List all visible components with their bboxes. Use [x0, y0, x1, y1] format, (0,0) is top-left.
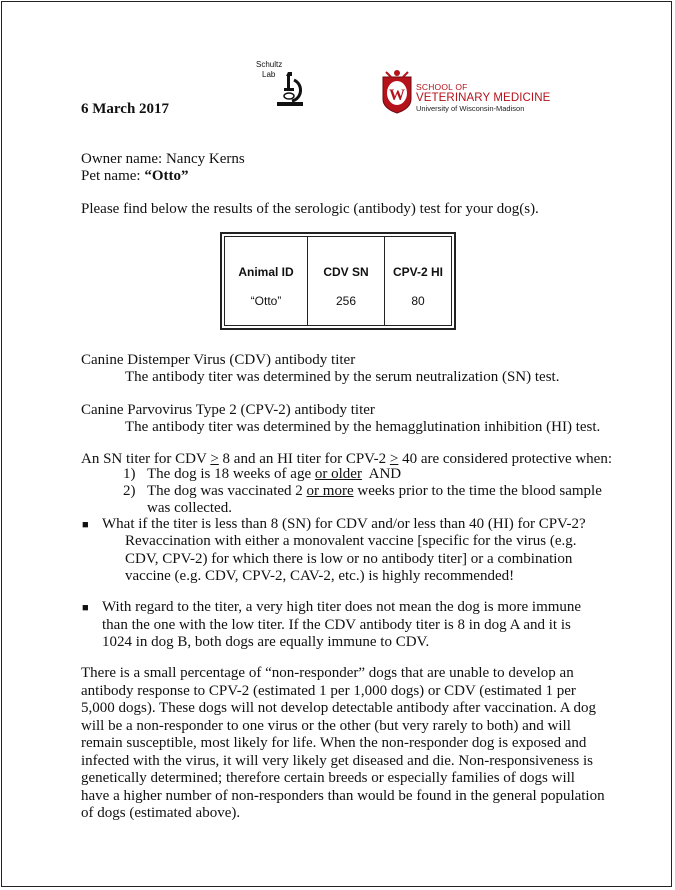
bullet-icon: ■ [82, 602, 89, 614]
lab-logo-line2: Lab [262, 70, 276, 79]
condition-2-underlined: or more [306, 483, 354, 499]
table-column [384, 237, 451, 325]
cdv-section-title: Canine Distemper Virus (CDV) antibody titer [81, 352, 356, 368]
table-cell-animal-id: “Otto” [250, 294, 282, 308]
protective-text-3: 40 are considered protective when: [398, 451, 613, 467]
condition-1-and: AND [361, 466, 402, 482]
bullet-2-text: With regard to the titer, a very high titer does not mean the dog is more immune than the one with the low titer. If the CDV antibody titer is 8 in dog A and it is 1024 in dog B, both dogs are equally immune to CDV. [102, 599, 582, 650]
table-header-animal-id: Animal ID [238, 265, 294, 279]
condition-2-text: The dog was vaccinated 2 [147, 483, 307, 499]
intro-text: Please find below the results of the serologic (antibody) test for your dog(s). [81, 201, 539, 217]
condition-2-text-end: weeks prior to the time the blood sample [353, 483, 602, 499]
results-table [220, 232, 456, 330]
uw-crest-icon [381, 69, 413, 114]
condition-1 [147, 466, 401, 484]
pet-name-label: Pet name: [81, 168, 145, 184]
protective-text-1: An SN titer for CDV [81, 451, 211, 467]
schultz-lab-logo [254, 60, 306, 108]
bullet-1-answer: Revaccination with either a monovalent vaccine [specific for the virus (e.g. CDV, CPV-2) for which there is low or no antibody titer] or a combination vaccine (e.g. CDV, CPV-2, CAV-2, etc.) is highly recommended! [125, 533, 577, 584]
table-cell-cdv-sn: 256 [335, 294, 357, 308]
condition-1-underlined: or older [314, 466, 362, 482]
school-line2: VETERINARY MEDICINE [416, 92, 551, 104]
condition-2-number: 2) [123, 483, 136, 499]
cpv-section-text: The antibody titer was determined by the hemagglutination inhibition (HI) test. [125, 419, 601, 435]
table-cell-cpv2-hi: 80 [411, 294, 425, 308]
condition-2 [147, 483, 607, 501]
table-header-cpv2-hi: CPV-2 HI [392, 265, 443, 279]
table-header-cdv-sn: CDV SN [323, 265, 369, 279]
cpv-section-title: Canine Parvovirus Type 2 (CPV-2) antibody titer [81, 402, 375, 418]
protective-text-2: 8 and an HI titer for CPV-2 [218, 451, 390, 467]
non-responder-paragraph: There is a small percentage of “non-responder” dogs that are unable to develop an antibody response to CPV-2 (estimated 1 per 1,000 dogs) or CDV (estimated 1 per 5,000 dogs). These dogs will not develop detectable antibody after vaccination. A dog will be a non-responder to one virus or the other (but very rarely to both) and will remain susceptible, most likely for life. When the non-responder dog is exposed and infected with the virus, it will very likely get diseased and die. Non-responsiveness is genetically determined; therefore certain breeds or especially families of dogs will have a higher number of non-responders than would be found in the general population of dogs (estimated above). [81, 665, 605, 821]
owner-name: Owner name: Nancy Kerns [81, 151, 245, 167]
condition-2-continued: was collected. [147, 500, 232, 516]
protective-ge-2: > [389, 451, 399, 467]
condition-1-text: The dog is 18 weeks of age [147, 466, 315, 482]
microscope-icon [274, 70, 304, 108]
table-column [307, 237, 384, 325]
bullet-icon: ■ [82, 519, 89, 531]
table-column [225, 237, 307, 325]
pet-name-line [81, 168, 189, 186]
pet-name-value: “Otto” [144, 168, 189, 184]
protective-ge-1: > [210, 451, 219, 467]
cdv-section-text: The antibody titer was determined by the serum neutralization (SN) test. [125, 369, 560, 385]
document-date: 6 March 2017 [81, 101, 170, 117]
school-line1: SCHOOL OF [416, 82, 468, 92]
lab-logo-line1: Schultz [256, 60, 283, 69]
school-line3: University of Wisconsin-Madison [416, 104, 525, 113]
bullet-1-question: What if the titer is less than 8 (SN) for CDV and/or less than 40 (HI) for CPV-2? [102, 516, 586, 532]
svg-text:W: W [389, 87, 405, 104]
school-name [416, 82, 550, 113]
document-page [1, 1, 672, 887]
condition-1-number: 1) [123, 466, 136, 482]
